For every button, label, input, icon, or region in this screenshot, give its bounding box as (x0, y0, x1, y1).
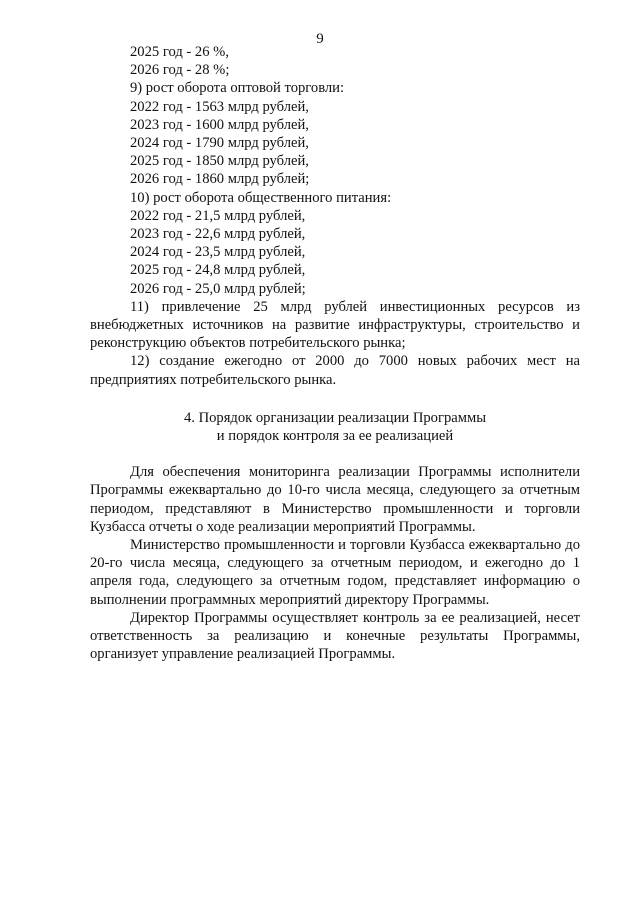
section-heading (90, 409, 580, 445)
paragraph-director: Директор Программы осуществляет контроль за ее реализацией, несет ответственность за реализацию и конечные результаты Программы, организует управление реализацией Программы. (90, 609, 580, 663)
list-line: 2023 год - 22,6 млрд рублей, (130, 226, 306, 243)
list-line: 2026 год - 28 %; (130, 62, 230, 79)
list-line: 2025 год - 1850 млрд рублей, (130, 153, 309, 170)
paragraph-monitoring: Для обеспечения мониторинга реализации Программы исполнители Программы ежеквартально до 10-го числа месяца, следующего за отчетным периодом, представляют в Министерство промышленности и торговли Кузбасса отчеты о ходе реализации мероприятий Программы. (90, 464, 580, 535)
section-heading-line-1: 4. Порядок организации реализации Программы (183, 409, 487, 426)
list-line: 2022 год - 1563 млрд рублей, (130, 98, 309, 115)
document-body (90, 43, 580, 664)
list-line: 2024 год - 1790 млрд рублей, (130, 135, 309, 152)
list-line: 2022 год - 21,5 млрд рублей, (130, 207, 306, 224)
section-heading-line-2: и порядок контроля за ее реализацией (216, 428, 454, 445)
list-line: 2024 год - 23,5 млрд рублей, (130, 244, 306, 261)
list-line: 2025 год - 24,8 млрд рублей, (130, 262, 306, 279)
paragraph-ministry: Министерство промышленности и торговли Кузбасса ежеквартально до 20-го числа месяца, следующего за отчетным периодом, и ежегодно до 1 апреля года, следующего за отчетным годом, представляет информацию о выполнении программных мероприятий директору Программы. (90, 537, 580, 608)
list-line: 10) рост оборота общественного питания: (130, 189, 392, 206)
page-number: 9 (316, 31, 324, 47)
list-item-12: 12) создание ежегодно от 2000 до 7000 новых рабочих мест на предприятиях потребительского рынка. (90, 353, 580, 388)
indicator-list (90, 43, 580, 298)
list-line: 2026 год - 25,0 млрд рублей; (130, 280, 306, 297)
list-line: 2023 год - 1600 млрд рублей, (130, 116, 309, 133)
list-line: 2026 год - 1860 млрд рублей; (130, 171, 310, 188)
list-line: 2025 год - 26 %, (130, 44, 229, 60)
list-line: 9) рост оборота оптовой торговли: (130, 80, 345, 97)
list-item-11: 11) привлечение 25 млрд рублей инвестиционных ресурсов из внебюджетных источников на развитие инфраструктуры, строительство и реконструкцию объектов потребительского рынка; (90, 298, 580, 352)
